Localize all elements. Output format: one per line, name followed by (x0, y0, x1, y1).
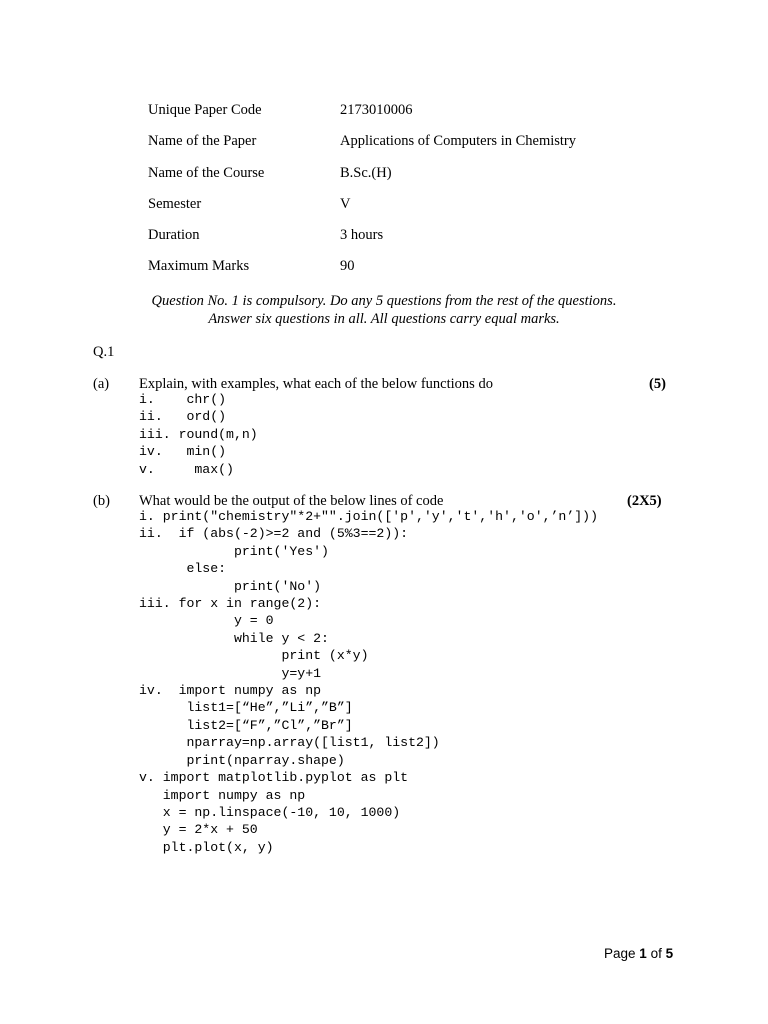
paper-details-value: B.Sc.(H) (340, 164, 392, 181)
part-b-text: What would be the output of the below lines of code (139, 493, 444, 509)
question-number: Q.1 (93, 344, 115, 360)
code-line: while y < 2: (139, 630, 329, 646)
code-line: else: (139, 561, 227, 577)
paper-details-value: Applications of Computers in Chemistry (340, 133, 577, 150)
paper-details-label: Name of the Paper (148, 133, 257, 150)
function-list-item: v. max() (139, 461, 234, 477)
paper-details-row (148, 132, 628, 163)
footer-total-pages: 5 (665, 946, 674, 961)
code-line: i. print("chemistry"*2+"".join(['p','y','t','h','o',’n’])) (139, 509, 598, 524)
paper-details-value: 3 hours (340, 227, 384, 244)
instruction-line-2: Answer six questions in all. All questions carry equal marks. (208, 311, 560, 327)
paper-details-value: V (340, 195, 351, 212)
paper-details-label: Duration (148, 227, 200, 244)
code-line: list1=[“He”,”Li”,”B”] (139, 700, 353, 716)
code-line: y = 2*x + 50 (139, 822, 258, 838)
function-list-item: i. chr() (139, 392, 227, 407)
code-line: list2=[“F”,”Cl”,”Br”] (139, 717, 353, 733)
code-line: import numpy as np (139, 787, 306, 803)
code-line: y=y+1 (139, 665, 322, 681)
part-b-label: (b) (93, 493, 110, 509)
code-line: x = np.linspace(-10, 10, 1000) (139, 804, 401, 820)
paper-details-label: Unique Paper Code (148, 102, 262, 118)
instructions (100, 292, 668, 328)
code-line: plt.plot(x, y) (139, 839, 274, 855)
code-line: iv. import numpy as np (139, 683, 322, 699)
part-a-text: Explain, with examples, what each of the below functions do (139, 376, 493, 392)
paper-details-value: 90 (340, 258, 355, 275)
paper-details-label: Semester (148, 195, 202, 212)
page-footer (604, 946, 673, 961)
paper-details-row (148, 257, 628, 288)
code-line: y = 0 (139, 613, 274, 629)
paper-details-label: Maximum Marks (148, 258, 250, 275)
code-line: ii. if (abs(-2)>=2 and (5%3==2)): (139, 526, 409, 542)
paper-details-row (148, 164, 628, 195)
code-line: print(nparray.shape) (139, 752, 345, 768)
part-a-function-list (139, 391, 258, 478)
paper-details-label: Name of the Course (148, 164, 265, 181)
function-list-item: ii. ord() (139, 409, 227, 425)
paper-details-row (148, 195, 628, 226)
code-line: iii. for x in range(2): (139, 596, 322, 612)
code-line: print('Yes') (139, 543, 329, 559)
footer-of-word: of (650, 946, 662, 961)
part-a-label: (a) (93, 376, 110, 392)
code-line: print('No') (139, 578, 322, 594)
code-line: print (x*y) (139, 648, 369, 664)
paper-details-value: 2173010006 (340, 102, 413, 118)
function-list-item: iv. min() (139, 444, 227, 460)
function-list-item: iii. round(m,n) (139, 426, 258, 442)
code-line: v. import matplotlib.pyplot as plt (139, 770, 409, 786)
part-a-marks: (5) (649, 376, 666, 392)
paper-details-row (148, 101, 628, 132)
footer-page-word: Page (604, 946, 636, 961)
paper-details-table (148, 101, 628, 289)
part-b-marks: (2X5) (627, 493, 662, 509)
instruction-line-1: Question No. 1 is compulsory. Do any 5 questions from the rest of the questions. (151, 293, 617, 309)
footer-current-page: 1 (639, 946, 647, 961)
code-line: nparray=np.array([list1, list2]) (139, 735, 440, 751)
part-b-code-block (139, 508, 598, 856)
paper-details-row (148, 226, 628, 257)
